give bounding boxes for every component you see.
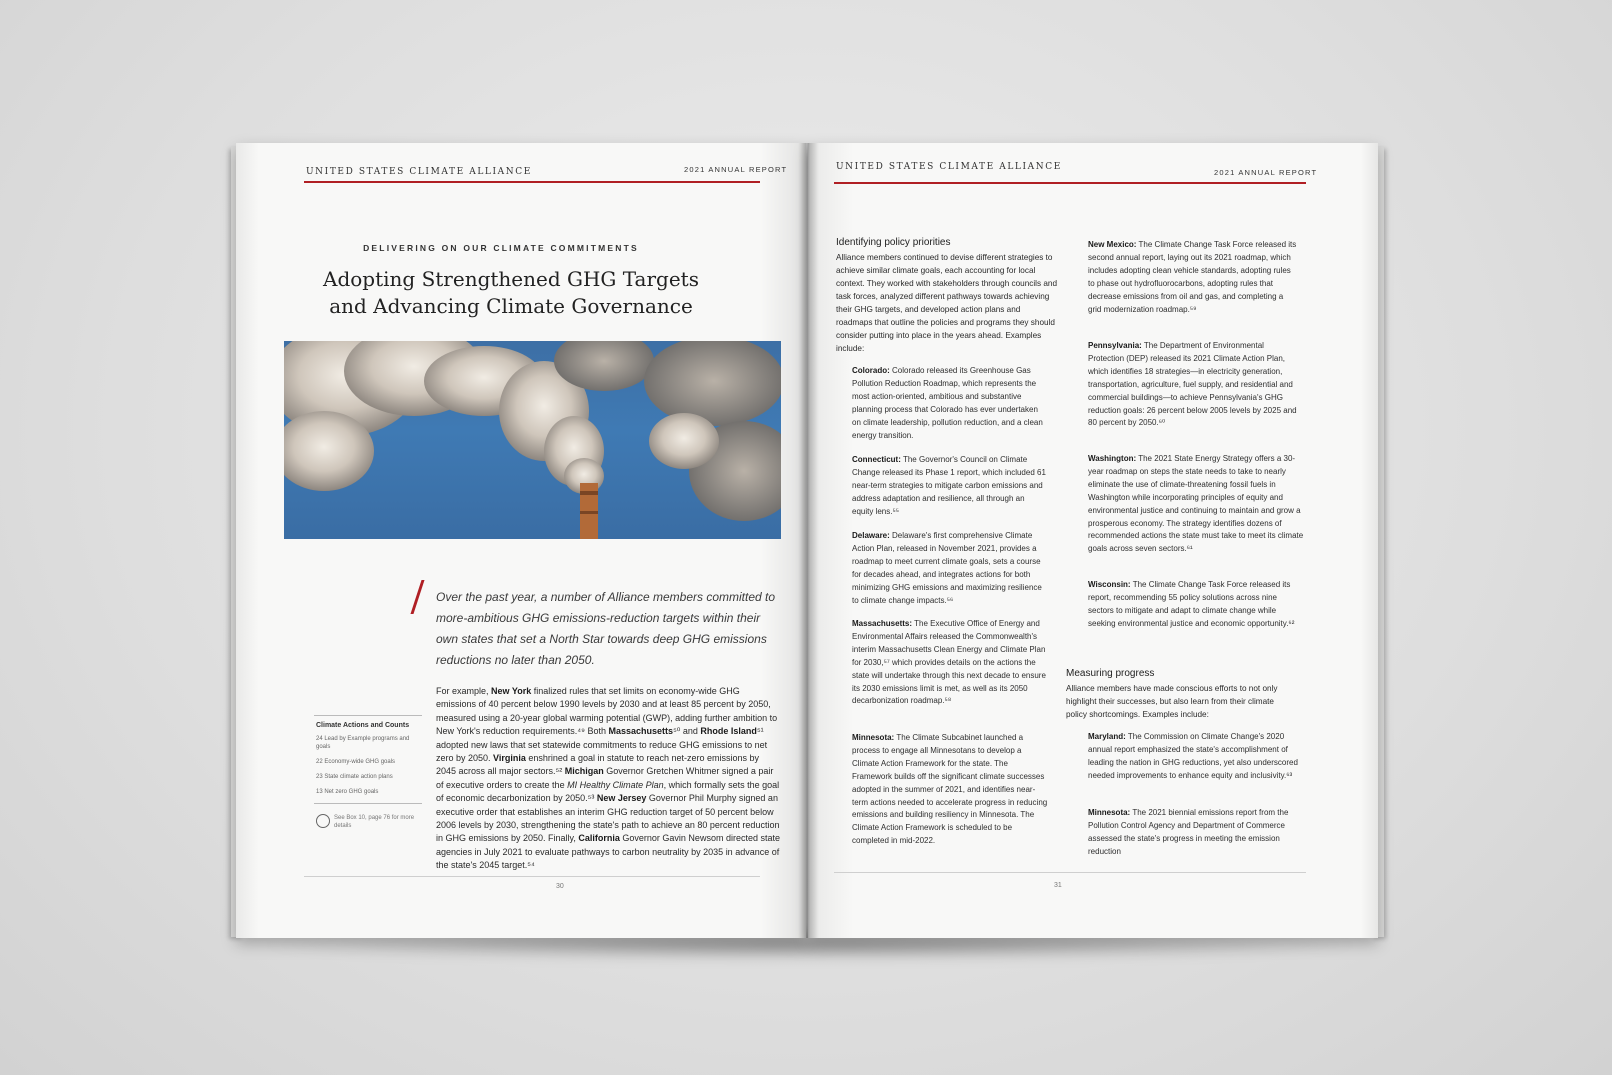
header-org: UNITED STATES CLIMATE ALLIANCE [836,162,1062,172]
state-entry-pennsylvania [1088,340,1298,430]
state-entry-minnesota-progress [1088,807,1298,859]
body-text: ⁵⁰ and [673,726,701,737]
state-label: Pennsylvania: [1088,341,1142,350]
state-new-jersey: New Jersey [596,793,647,804]
body-text: For example, [436,686,492,696]
footer-rule [304,876,760,877]
state-entry-washington [1088,453,1304,556]
left-page [236,143,806,938]
body-text: finalized rules that set limits on economy-wide GHG emissions of 40 percent below 1990 levels by 2030 and at least 85 percent by 2050, measured using a 20-year global warming potential (GWP), adding further ambition to New York's reduction requirements.⁴⁹ Both [436,686,778,737]
section-intro-progress: Alliance members have made conscious efforts to not only highlight their successes, but also learn from their climate policy shortcomings. Examples include: [1066,684,1278,719]
state-text: Delaware's first comprehensive Climate Action Plan, released in November 2021, provides a roadmap to meet current climate goals, sets a course for decades ahead, and integrates actions for both minimizing GHG emissions and maximizing resilience to climate change impacts.⁵⁶ [852,531,1042,605]
state-text: The Governor's Council on Climate Change released its Phase 1 report, which included 61 near-term strategies to mitigate carbon emissions and address adaptation and resilience, all through an equity lens.⁵⁵ [852,455,1046,516]
state-entry-new-mexico [1088,239,1298,316]
state-virginia: Virginia [493,753,526,764]
header-report: 2021 ANNUAL REPORT [1214,168,1318,177]
title-line-2: and Advancing Climate Governance [329,294,693,318]
quote-mark [410,580,424,614]
state-rhode-island: Rhode Island [700,726,757,737]
smoke-illustration [284,341,781,539]
body-text: ⁵¹ adopted new laws that set statewide commitments to reduce GHG emissions to net zero by 2050. [436,726,768,764]
body-text: Governor Gavin Newsom directed state agencies in July 2021 to evaluate pathways to carbon neutrality by 2035 in advance of the state's 2045 target.⁵⁴ [436,833,780,871]
state-massachusetts: Massachusetts [608,726,674,737]
section-title-policy: Identifying policy priorities [836,237,951,248]
state-text: The 2021 State Energy Strategy offers a 30-year roadmap on steps the state needs to take to nearly eliminate the use of climate-threatening fossil fuels in Washington while incorporating principles of equity and environmental justice and continuing to maintain and grow a prosperous economy. The strategy identifies dozens of recommended actions the state must take to meet its climate goals across seven sectors.⁶¹ [1088,454,1304,554]
body-paragraph [436,685,781,873]
state-entry-colorado [852,365,1048,442]
body-text: Governor Phil Murphy signed an executive order that establishes an interim GHG reduction target of 50 percent below 2006 levels by 2030, strengthening the state's path to achieve an 80 percent reduction in GHG emissions by 2050. Finally, [436,793,780,844]
state-text: The Climate Subcabinet launched a process to engage all Minnesotans to develop a Climate Action Framework for the state. The Framework builds off the significant climate successes adopted in the summer of 2021, and identifies near-term actions needed to accelerate progress in reducing emissions and building resiliency in Minnesota. The Climate Action Framework is scheduled to be completed in mid-2022. [852,733,1048,846]
state-label: New Mexico: [1088,240,1137,249]
state-label: Massachusetts: [852,619,913,628]
header-org: UNITED STATES CLIMATE ALLIANCE [306,167,532,177]
state-new-york: New York [491,686,532,696]
sidebar-item: 22 Economy-wide GHG goals [316,759,396,765]
state-entry-minnesota [852,732,1048,848]
state-entry-connecticut [852,454,1048,519]
section-title-progress: Measuring progress [1066,668,1155,679]
state-label: Connecticut: [852,455,901,464]
state-entry-delaware [852,530,1048,607]
header-rule [834,182,1306,184]
state-text: The Department of Environmental Protection (DEP) released its 2021 Climate Action Plan, which identifies 18 strategies—in electricity generation, transportation, agriculture, fuel supply, and residential and commercial buildings—to achieve Pennsylvania's GHG reduction goals: 26 percent below 2005 levels by 2025 and 80 percent by 2050.⁶⁰ [1088,341,1297,428]
state-label: Colorado: [852,366,890,375]
sidebar-item: 24 Lead by Example programs and goals [316,736,410,750]
page-number: 31 [1054,882,1062,889]
state-label: Minnesota: [1088,808,1131,817]
state-entry-wisconsin [1088,579,1298,631]
pull-quote: Over the past year, a number of Alliance members committed to more-ambitious GHG emissions-reduction targets within their own states that set a North Star towards deep GHG emissions reductions no later than 2050. [436,590,776,667]
state-entry-maryland [1088,731,1298,783]
state-text: Colorado released its Greenhouse Gas Pollution Reduction Roadmap, which represents the most action-oriented, ambitious and substantive planning process that Colorado has ever undertaken on climate leadership, pollution reduction, and a clean energy transition. [852,366,1043,440]
title-line-1: Adopting Strengthened GHG Targets [323,267,699,291]
footer-rule [834,872,1306,873]
header-report: 2021 ANNUAL REPORT [684,165,788,174]
state-text: The Climate Change Task Force released its report, recommending 55 policy solutions across nine sectors to mitigate and adapt to climate change while seeking environmental justice and economic opportunity.⁶² [1088,580,1295,628]
plan-name: MI Healthy Climate Plan [567,779,664,790]
target-icon [316,814,330,828]
body-text: , which formally sets the goal of economic decarbonization by 2050.⁵³ [436,779,780,804]
state-entry-massachusetts [852,618,1048,708]
sidebar-divider [314,803,422,804]
sidebar-reference-text: See Box 10, page 76 for more details [334,815,415,829]
state-text: The Executive Office of Energy and Environmental Affairs released the Commonwealth's interim Massachusetts Clean Energy and Climate Plan for 2030,⁵⁷ which provides details on the actions the state will undertake through this next decade to ensure its 2030 emissions limit is met, as well as its 2050 decarbonization roadmap.⁵⁸ [852,619,1046,706]
body-text: Governor Gretchen Whitmer signed a pair of executive orders to create the [436,766,774,790]
page-number: 30 [556,883,564,890]
sidebar-reference [334,814,422,830]
state-label: Washington: [1088,454,1137,463]
right-page [808,143,1378,938]
state-california: California [578,833,620,844]
state-text: The Commission on Climate Change's 2020 annual report emphasized the state's accomplishment of leading the nation in GHG reductions, yet also underscored needed improvements to enhance equity and inclusivity.⁶³ [1088,732,1298,780]
state-label: Maryland: [1088,732,1126,741]
state-label: Delaware: [852,531,890,540]
sidebar-item: 13 Net zero GHG goals [316,789,379,795]
state-text: The Climate Change Task Force released its second annual report, laying out its 2021 roadmap, which includes adopting clean vehicle standards, adopting rules to phase out hydrofluorocarbons, adopting rules that decrease emissions from oil and gas, and completing a grid modernization roadmap.⁵⁹ [1088,240,1297,314]
header-rule [304,181,760,183]
page-title [236,266,796,320]
section-intro-policy: Alliance members continued to devise different strategies to achieve similar climate goals, each accounting for local context. They worked with stakeholders through councils and task forces, analyzed different pathways towards achieving their GHG targets, and developed action plans and roadmaps that outline the policies and programs they should consider putting into place in the years ahead. Examples include: [836,253,1058,353]
climate-actions-sidebar [314,715,422,830]
state-text: The 2021 biennial emissions report from the Pollution Control Agency and Department of Commerce assessed the state's progress in meeting the emission reduction [1088,808,1289,856]
state-label: Wisconsin: [1088,580,1131,589]
state-michigan: Michigan [564,766,604,777]
sidebar-divider [314,715,422,716]
book-gutter [798,143,818,938]
sidebar-item: 23 State climate action plans [316,774,393,780]
section-kicker: DELIVERING ON OUR CLIMATE COMMITMENTS [363,243,639,253]
smokestack-photo [284,341,781,539]
body-text: enshrined a goal in statute to reach net-zero emissions by 2045 across all major sectors.⁵² [436,753,760,777]
sidebar-title: Climate Actions and Counts [316,722,410,729]
state-label: Minnesota: [852,733,895,742]
